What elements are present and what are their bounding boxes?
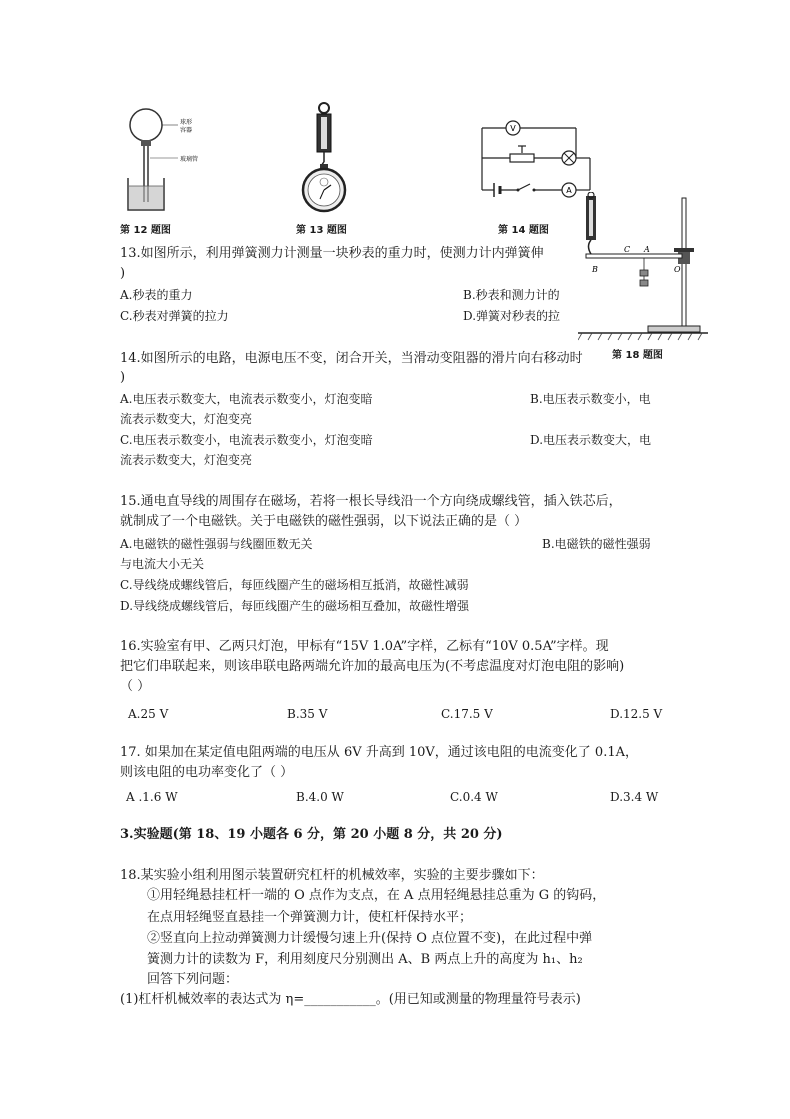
q14-option-c[interactable]: C.电压表示数变小，电流表示数变小，灯泡变暗	[120, 433, 373, 447]
q14-option-a[interactable]: A.电压表示数变大，电流表示数变小，灯泡变暗	[120, 392, 373, 406]
caption-fig14: 第 14 题图	[498, 225, 549, 236]
svg-text:A: A	[644, 245, 650, 254]
q16-option-b[interactable]: B.35 V	[287, 707, 328, 721]
q13-option-c[interactable]: C.秒表对弹簧的拉力	[120, 309, 229, 323]
q14-stem: 14.如图所示的电路，电源电压不变，闭合开关，当滑动变阻器的滑片向右移动时	[120, 351, 583, 366]
q18-step1-line2: 在点用轻绳竖直悬挂一个弹簧测力计，使杠杆保持水平；	[147, 910, 473, 925]
caption-fig13: 第 13 题图	[296, 225, 347, 236]
svg-text:V: V	[510, 124, 516, 133]
q16-stem-line3: （ ）	[120, 679, 151, 694]
q15-option-d[interactable]: D.导线绕成螺线管后，每匝线圈产生的磁场相互叠加，故磁性增强	[120, 599, 470, 613]
svg-text:C: C	[624, 245, 631, 254]
q14-option-b[interactable]: B.电压表示数变小，电	[530, 392, 651, 406]
q16-option-d[interactable]: D.12.5 V	[610, 707, 663, 721]
q16-stem-line2: 把它们串联起来，则该串联电路两端允许加的最高电压为(不考虑温度对灯泡电阻的影响)	[120, 659, 625, 674]
caption-fig18: 第 18 题图	[612, 350, 663, 361]
q15-stem-line1: 15.通电直导线的周围存在磁场，若将一根长导线沿一个方向绕成螺线管，插入铁芯后，	[120, 494, 622, 509]
caption-fig12: 第 12 题图	[120, 225, 171, 236]
q18-sub1[interactable]: (1)杠杆机械效率的表达式为 η=___________。(用已知或测量的物理量符号表示)	[120, 992, 581, 1007]
q15-option-a[interactable]: A.电磁铁的磁性强弱与线圈匝数无关	[120, 537, 313, 551]
q16-option-a[interactable]: A.25 V	[128, 707, 169, 721]
lever	[586, 254, 682, 258]
q17-option-b[interactable]: B.4.0 W	[296, 790, 344, 804]
q15-option-c[interactable]: C.导线绕成螺线管后，每匝线圈产生的磁场相互抵消，故磁性减弱	[120, 578, 469, 592]
figure-18-lever-apparatus	[578, 192, 708, 342]
q18-stem: 18.某实验小组利用图示装置研究杠杆的机械效率，实验的主要步骤如下：	[120, 868, 544, 883]
hook-weight	[640, 270, 648, 276]
q16-stem-line1: 16.实验室有甲、乙两只灯泡，甲标有“15V 1.0A”字样，乙标有“10V 0.5A”字样。现	[120, 639, 609, 654]
q15-stem-line2: 就制成了一个电磁铁。关于电磁铁的磁性强弱，以下说法正确的是（ ）	[120, 514, 528, 529]
section-3-heading: 3.实验题(第 18、19 小题各 6 分，第 20 小题 8 分，共 20 分)	[120, 827, 503, 842]
q14-option-d-cont: 流表示数变大，灯泡变亮	[120, 453, 253, 467]
q15-option-b-cont: 与电流大小无关	[120, 557, 205, 571]
q14-option-d[interactable]: D.电压表示数变大，电	[530, 433, 652, 447]
q18-step2-line1: ②竖直向上拉动弹簧测力计缓慢匀速上升(保持 O 点位置不变)，在此过程中弹	[147, 931, 593, 946]
q14-option-b-cont: 流表示数变大，灯泡变亮	[120, 412, 253, 426]
q17-option-c[interactable]: C.0.4 W	[450, 790, 498, 804]
svg-text:B: B	[592, 265, 598, 274]
q17-stem-line2: 则该电阻的电功率变化了（ ）	[120, 765, 294, 780]
q15-option-b[interactable]: B.电磁铁的磁性强弱	[542, 537, 651, 551]
figure-13	[300, 100, 360, 215]
label-spherical-container: 球形	[180, 119, 193, 126]
figure-12	[120, 100, 230, 215]
q13-stem: 13.如图所示，利用弹簧测力计测量一块秒表的重力时，使测力计内弹簧伸	[120, 246, 544, 261]
q13-stem-end: )	[120, 266, 126, 281]
q18-answer-prompt: 回答下列问题：	[147, 972, 239, 987]
q16-option-c[interactable]: C.17.5 V	[441, 707, 493, 721]
q14-stem-end: )	[120, 370, 126, 385]
q18-step2-line2: 簧测力计的读数为 F，利用刻度尺分别测出 A、B 两点上升的高度为 h₁、h₂	[147, 952, 583, 967]
svg-text:A: A	[566, 186, 572, 195]
svg-text:O: O	[674, 265, 681, 274]
q17-option-a[interactable]: A .1.6 W	[126, 790, 178, 804]
svg-text:容器: 容器	[180, 127, 193, 134]
spherical-container	[130, 109, 162, 141]
label-glass-tube: 玻璃管	[180, 156, 199, 163]
q17-option-d[interactable]: D.3.4 W	[610, 790, 659, 804]
q13-option-b[interactable]: B.秒表和测力计的	[463, 288, 560, 302]
q13-option-d[interactable]: D.弹簧对秒表的拉	[463, 309, 561, 323]
q17-stem-line1: 17. 如果加在某定值电阻两端的电压从 6V 升高到 10V，通过该电阻的电流变化了 0.1A，	[120, 745, 638, 760]
q13-option-a[interactable]: A.秒表的重力	[120, 288, 193, 302]
q18-step1-line1: ①用轻绳悬挂杠杆一端的 O 点作为支点，在 A 点用轻绳悬挂总重为 G 的钩码，	[147, 888, 606, 903]
